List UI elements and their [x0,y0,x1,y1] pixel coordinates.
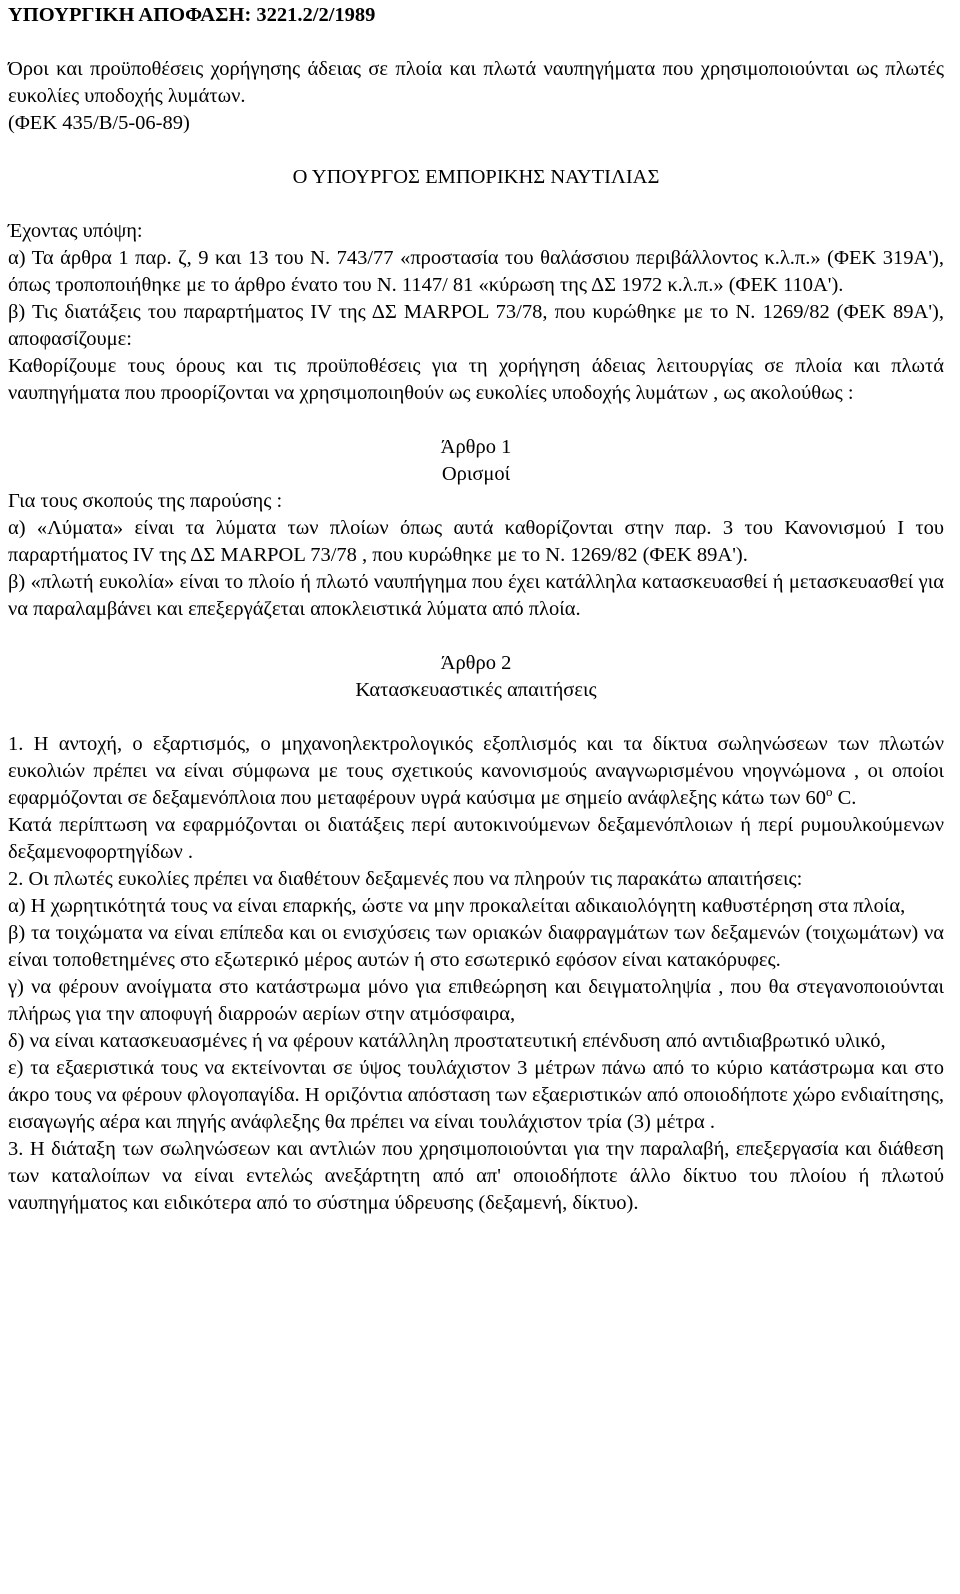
article-2-paragraph-2d: δ) να είναι κατασκευασμένες ή να φέρουν κατάλληλη προστατευτική επένδυση από αντιδιαβρωτικό υλικό, [8,1030,886,1052]
considering-item-a: α) Τα άρθρα 1 παρ. ζ, 9 και 13 του Ν. 743/77 «προστασία του θαλάσσιου περιβάλλοντος κ.λ.π.» (ΦΕΚ 319Α'), όπως τροποποιήθηκε με το άρθρο ένατο του Ν. 1147/ 81 «κύρωση της ΔΣ 1972 κ.λ.π.» (ΦΕΚ 110Α'). [8,247,944,296]
decree-paragraph: Καθορίζουμε τους όρους και τις προϋποθέσεις για τη χορήγηση άδειας λειτουργίας σε πλοία και πλωτά ναυπηγήματα που προορίζονται να χρησιμοποιηθούν ως ευκολίες υποδοχής λυμάτων , ως ακολούθως : [8,355,944,404]
degree-mark: ο [826,784,833,799]
article-1-definition-b: β) «πλωτή ευκολία» είναι το πλοίο ή πλωτό ναυπήγημα που έχει κατάλληλα κατασκευασθεί ή μετασκευασθεί για να παραλαμβάνει και επεξεργάζεται αποκλειστικά λύματα από πλοία. [8,571,944,620]
article-2-paragraph-2a: α) Η χωρητικότητά τους να είναι επαρκής, ώστε να μην προκαλείται αδικαιολόγητη καθυστέρηση στα πλοία, [8,895,906,917]
article-2-paragraph-1 [8,731,944,812]
considering-item-b: β) Τις διατάξεις του παραρτήματος IV της ΔΣ MARPOL 73/78, που κυρώθηκε με το Ν. 1269/82 (ΦΕΚ 89Α'), αποφασίζουμε: [8,301,944,350]
decision-title: ΥΠΟΥΡΓΙΚΗ ΑΠΟΦΑΣΗ: 3221.2/2/1989 [8,4,376,26]
temperature-unit: C. [832,787,857,809]
article-2 [8,650,944,1217]
article-1-definition-a: α) «Λύματα» είναι τα λύματα των πλοίων όπως αυτά καθορίζονται στην παρ. 3 του Κανονισμού Ι του παραρτήματος IV της ΔΣ MARPOL 73/78 , που κυρώθηκε με το Ν. 1269/82 (ΦΕΚ 89Α'). [8,517,944,566]
considering-intro: Έχοντας υπόψη: [8,220,143,242]
article-1 [8,434,944,623]
article-1-intro: Για τους σκοπούς της παρούσης : [8,490,283,512]
article-2-paragraph-1b: Κατά περίπτωση να εφαρμόζονται οι διατάξεις περί αυτοκινούμενων δεξαμενόπλοιων ή περί ρυμουλκούμενων δεξαμενοφορτηγίδων . [8,814,944,863]
article-2-paragraph-2: 2. Οι πλωτές ευκολίες πρέπει να διαθέτουν δεξαμενές που να πληρούν τις παρακάτω απαιτήσεις: [8,868,803,890]
article-2-number: Άρθρο 2 [440,652,512,674]
article-2-paragraph-2e: ε) τα εξαεριστικά τους να εκτείνονται σε ύψος τουλάχιστον 3 μέτρων πάνω από το κύριο κατάστρωμα και στο άκρο τους να φέρουν φλογοπαγίδα. Η οριζόντια απόσταση των εξαεριστικών από οποιοδήποτε χώρο ενδιαίτησης, εισαγωγής αέρα και πηγής ανάφλεξης θα πρέπει να είναι τουλάχιστον τρία (3) μέτρα . [8,1057,944,1133]
article-2-paragraph-2c: γ) να φέρουν ανοίγματα στο κατάστρωμα μόνο για επιθεώρηση και δειγματοληψία , που θα στεγανοποιούνται πλήρως για την αποφυγή διαρροών αερίων στην ατμόσφαιρα, [8,976,944,1025]
article-1-title: Ορισμοί [441,463,511,485]
decision-subject: Όροι και προϋποθέσεις χορήγησης άδειας σε πλοία και πλωτά ναυπηγήματα που χρησιμοποιούνται ως πλωτές ευκολίες υποδοχής λυμάτων. [8,58,944,107]
gazette-reference: (ΦΕΚ 435/Β/5-06-89) [8,112,190,134]
document-page [8,2,944,1217]
article-1-number: Άρθρο 1 [440,436,512,458]
issuing-authority: Ο ΥΠΟΥΡΓΟΣ ΕΜΠΟΡΙΚΗΣ ΝΑΥΤΙΛΙΑΣ [292,166,660,188]
article-2-paragraph-3: 3. Η διάταξη των σωληνώσεων και αντλιών που χρησιμοποιούνται για την παραλαβή, επεξεργασία και διάθεση των καταλοίπων να είναι εντελώς ανεξάρτητη από απ' οποιοδήποτε άλλο δίκτυο του πλοίου ή πλωτού ναυπηγήματος και ειδικότερα από το σύστημα ύδρευσης (δεξαμενή, δίκτυο). [8,1138,944,1214]
article-2-paragraph-2b: β) τα τοιχώματα να είναι επίπεδα και οι ενισχύσεις των οριακών διαφραγμάτων των δεξαμενών (τοιχωμάτων) να είναι τοποθετημένες στο εξωτερικό μέρος αυτών ή στο εσωτερικό εφόσον είναι κατακόρυφες. [8,922,944,971]
paragraph-1-text: 1. Η αντοχή, ο εξαρτισμός, ο μηχανοηλεκτρολογικός εξοπλισμός και τα δίκτυα σωληνώσεων των πλωτών ευκολιών πρέπει να είναι σύμφωνα με τους σχετικούς κανονισμούς αναγνωρισμένου νηογνώμονα , οι οποίοι εφαρμόζονται σε δεξαμενόπλοια που μεταφέρουν υγρά καύσιμα με σημείο ανάφλεξης κάτω των 60 [8,733,944,809]
article-2-title: Κατασκευαστικές απαιτήσεις [355,679,597,701]
